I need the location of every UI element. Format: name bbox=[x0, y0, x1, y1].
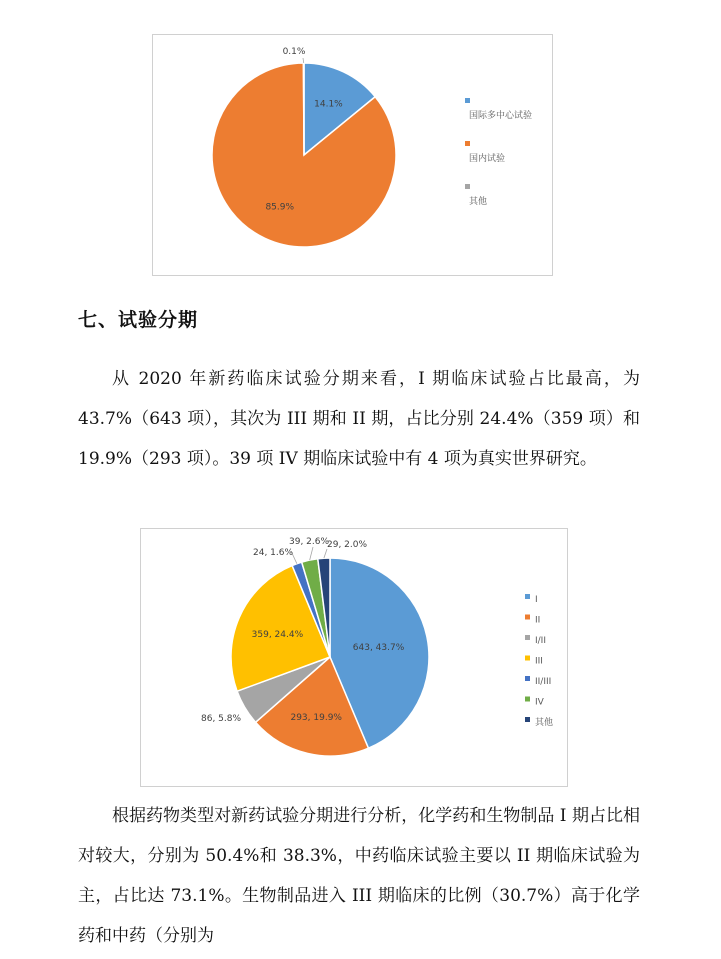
chart2-legend-swatch-2 bbox=[525, 635, 530, 640]
chart-trial-type-svg bbox=[153, 35, 554, 277]
chart2-legend-swatch-4 bbox=[525, 676, 530, 681]
chart-trial-phase-svg bbox=[141, 529, 569, 788]
paragraph-phase-summary: 从 2020 年新药临床试验分期来看，I 期临床试验占比最高，为 43.7%（643 项），其次为 III 期和 II 期，占比分别 24.4%（359 项）和 19.9%（293 项）。39 项 IV 期临床试验中有 4 项为真实世界研究。 bbox=[78, 369, 640, 469]
chart-trial-phase bbox=[140, 528, 568, 787]
chart2-legend-label-1: II bbox=[535, 615, 541, 626]
chart2-legend-swatch-6 bbox=[525, 717, 530, 722]
chart1-legend-label-2: 其他 bbox=[469, 197, 488, 207]
chart1-leader-2 bbox=[303, 58, 304, 63]
chart2-legend-label-3: III bbox=[535, 656, 543, 667]
chart2-legend-label-0: I bbox=[535, 595, 538, 605]
chart2-data-label-3: 359, 24.4% bbox=[251, 629, 304, 640]
chart2-data-label-2: 86, 5.8% bbox=[201, 714, 242, 724]
chart1-legend-swatch-0 bbox=[465, 98, 470, 103]
chart1-slice-2 bbox=[303, 63, 304, 155]
chart2-legend-label-5: IV bbox=[535, 697, 544, 708]
chart2-leader-6 bbox=[324, 549, 327, 558]
chart2-legend-swatch-1 bbox=[525, 615, 530, 620]
chart1-data-label-0: 14.1% bbox=[314, 99, 343, 110]
chart2-legend-swatch-0 bbox=[525, 594, 530, 599]
section-heading: 七、试验分期 bbox=[78, 309, 199, 331]
chart2-data-label-5: 39, 2.6% bbox=[289, 537, 330, 547]
chart1-data-label-1: 85.9% bbox=[265, 202, 295, 213]
chart2-data-label-1: 293, 19.9% bbox=[290, 712, 342, 723]
paragraph-drug-type-analysis: 根据药物类型对新药试验分期进行分析，化学药和生物制品 I 期占比相对较大，分别为 50.4%和 38.3%，中药临床试验主要以 II 期临床试验为主，占比达 73.1%。生物制品进入 III 期临床的比例（30.7%）高于化学药和中药（分别为 bbox=[78, 806, 640, 946]
chart2-legend-swatch-3 bbox=[525, 656, 530, 661]
chart2-legend-label-2: I/II bbox=[535, 636, 546, 646]
chart2-legend-label-6: 其他 bbox=[535, 718, 554, 728]
chart1-legend-label-1: 国内试验 bbox=[469, 154, 506, 164]
chart2-legend-label-4: II/III bbox=[535, 677, 552, 687]
chart1-data-label-2: 0.1% bbox=[282, 47, 306, 57]
chart1-legend-swatch-1 bbox=[465, 141, 470, 146]
chart1-legend-label-0: 国际多中心试验 bbox=[469, 111, 533, 121]
chart2-data-label-6: 29, 2.0% bbox=[327, 540, 368, 550]
chart2-data-label-4: 24, 1.6% bbox=[253, 548, 294, 558]
chart2-legend-swatch-5 bbox=[525, 697, 530, 702]
chart1-legend-swatch-2 bbox=[465, 184, 470, 189]
chart2-leader-5 bbox=[310, 547, 313, 560]
chart-trial-type bbox=[152, 34, 553, 276]
chart2-data-label-0: 643, 43.7% bbox=[352, 643, 405, 654]
